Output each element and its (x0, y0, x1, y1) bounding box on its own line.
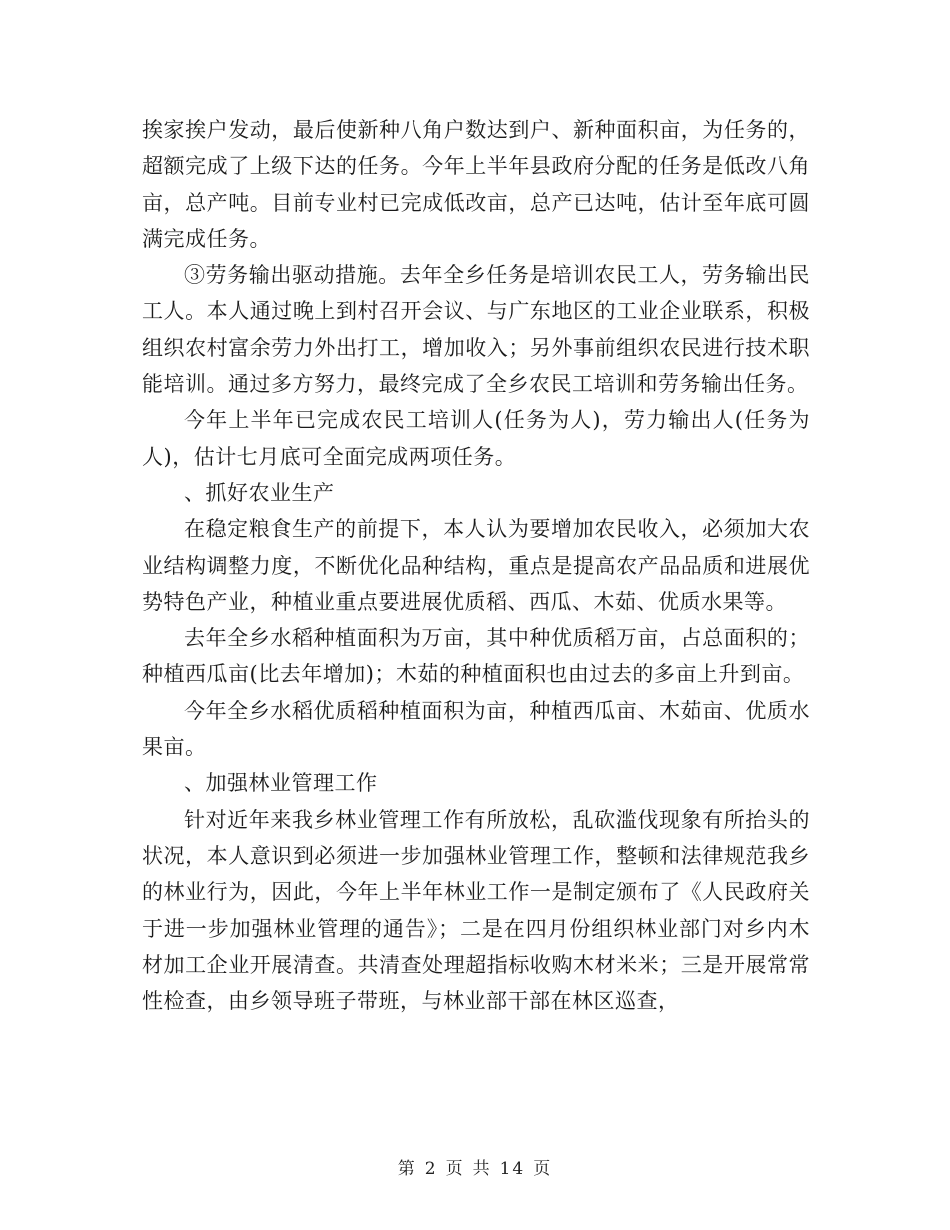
page-footer (0, 1154, 950, 1179)
footer-total-pages: 14 (499, 1159, 526, 1179)
footer-suffix: 页 (533, 1159, 553, 1179)
section-heading-agriculture: 、抓好农业生产 (184, 480, 335, 505)
footer-prefix: 第 (397, 1159, 417, 1179)
paragraph-7: 今年全乡水稻优质稻种植面积为亩，种植西瓜亩、木茹亩、优质水果亩。 (142, 698, 810, 760)
paragraph-6: 去年全乡水稻种植面积为万亩，其中种优质稻万亩，占总面积的；种植西瓜亩(比去年增加)；木茹的种植面积也由过去的多亩上升到亩。 (142, 626, 810, 687)
footer-page-word: 页 (445, 1159, 465, 1179)
paragraph-2: ③劳务输出驱动措施。去年全乡任务是培训农民工人，劳务输出民工人。本人通过晚上到村召开会议、与广东地区的工业企业联系，积极组织农村富余劳力外出打工，增加收入；另外事前组织农民进行技术职能培训。通过多方努力，最终完成了全乡农民工培训和劳务输出任务。 (142, 263, 810, 397)
footer-total-word: 共 (472, 1159, 492, 1179)
paragraph-5: 在稳定粮食生产的前提下，本人认为要增加农民收入，必须加大农业结构调整力度，不断优化品种结构，重点是提高农产品品质和进展优势特色产业，种植业重点要进展优质稻、西瓜、木茹、优质水果等。 (142, 517, 810, 614)
section-heading-forestry: 、加强林业管理工作 (184, 771, 378, 796)
document-body (142, 112, 810, 1019)
paragraph-1: 挨家挨户发动，最后使新种八角户数达到户、新种面积亩，为任务的，超额完成了上级下达的任务。今年上半年县政府分配的任务是低改八角亩，总产吨。目前专业村已完成低改亩，总产已达吨，估计至年底可圆满完成任务。 (142, 118, 810, 251)
paragraph-9: 针对近年来我乡林业管理工作有所放松，乱砍滥伐现象有所抬头的状况，本人意识到必须进一步加强林业管理工作，整顿和法律规范我乡的林业行为，因此，今年上半年林业工作一是制定颁布了《人民政府关于进一步加强林业管理的通告》；二是在四月份组织林业部门对乡内木材加工企业开展清查。共清查处理超指标收购木材米米；三是开展常常性检查，由乡领导班子带班，与林业部干部在林区巡查， (142, 807, 810, 1014)
paragraph-3: 今年上半年已完成农民工培训人(任务为人)，劳力输出人(任务为人)，估计七月底可全面完成两项任务。 (142, 408, 810, 469)
footer-current-page: 2 (424, 1159, 438, 1179)
